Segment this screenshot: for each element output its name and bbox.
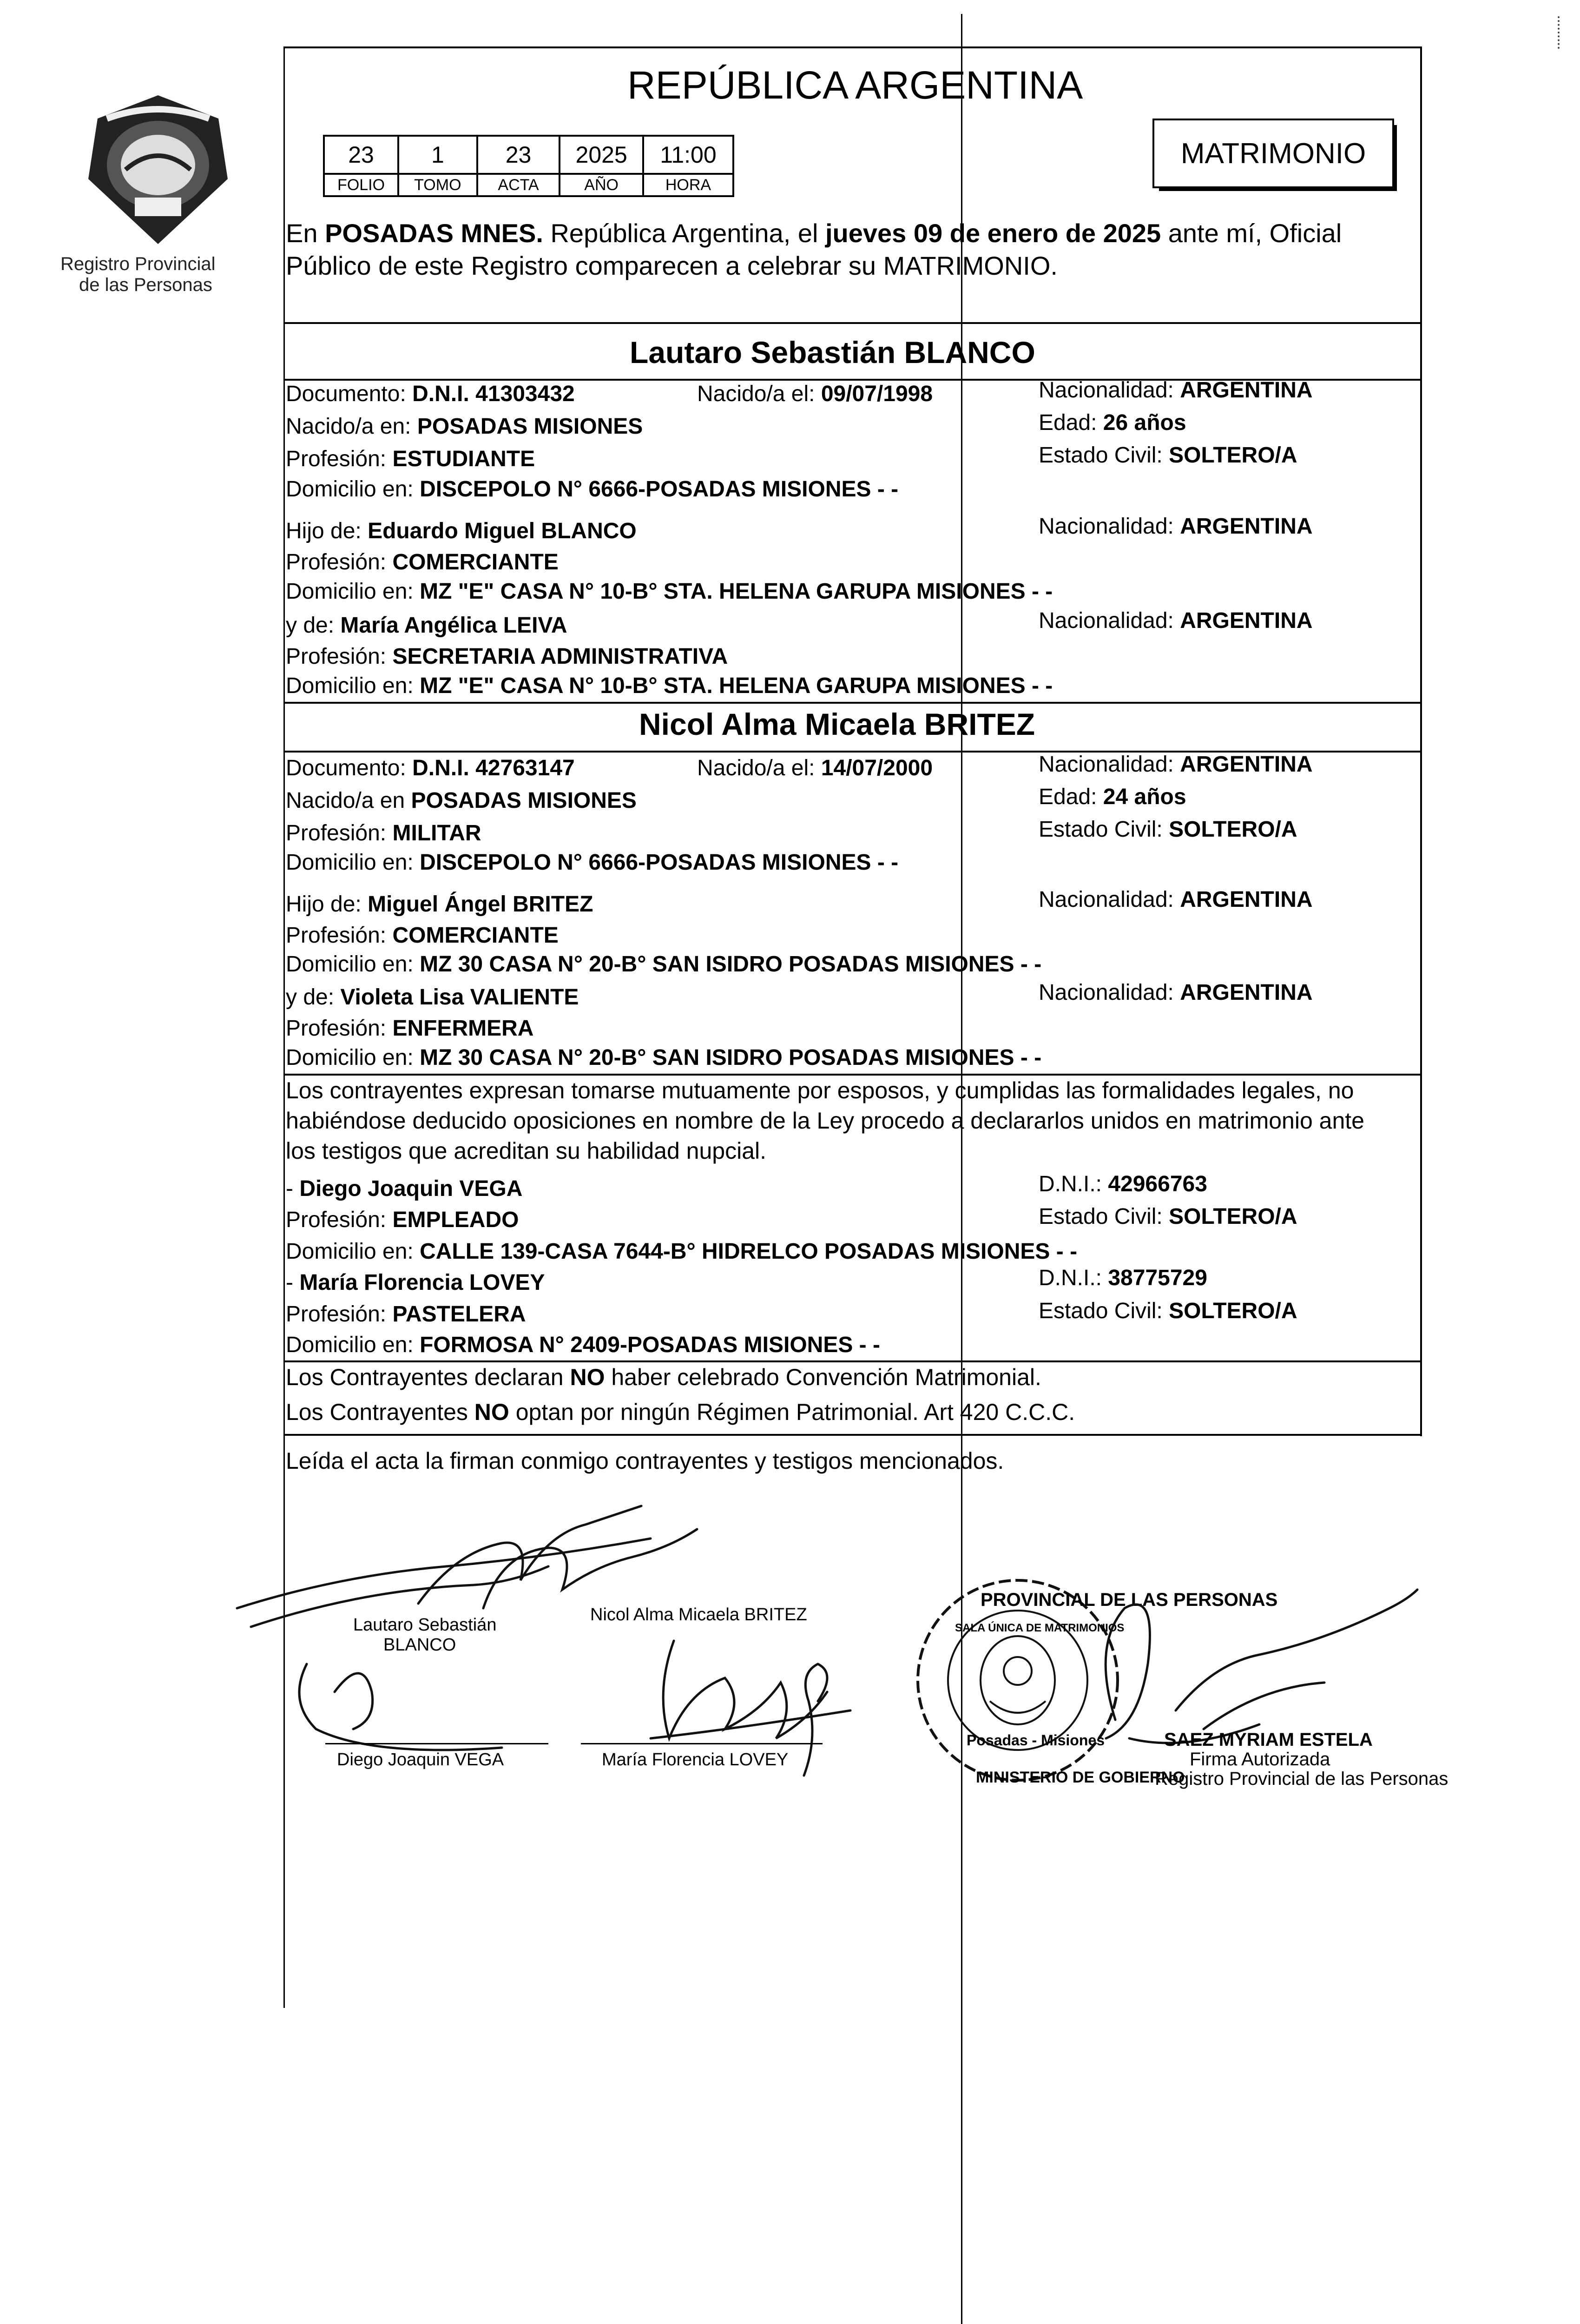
spouse2-father-address <box>286 951 1041 977</box>
spouse2-birthdate <box>697 755 933 781</box>
civil-value: SOLTERO/A <box>1169 1299 1297 1323</box>
spouse1-nationality <box>1039 377 1313 403</box>
dom-label: Domicilio en: <box>286 477 420 502</box>
prof-value: ENFERMERA <box>392 1016 534 1041</box>
nat-value: ARGENTINA <box>1180 378 1313 403</box>
father-label: Hijo de: <box>286 519 368 543</box>
prof-value: ESTUDIANTE <box>392 447 535 471</box>
age-value: 24 años <box>1103 785 1186 809</box>
mother-label: y de: <box>286 613 341 638</box>
nat-value: ARGENTINA <box>1180 887 1313 912</box>
witness1-profession <box>286 1207 519 1233</box>
witness2-name <box>286 1270 545 1296</box>
acta-label: ACTA <box>477 174 560 196</box>
handwritten-signatures-icon <box>223 1497 897 1794</box>
civil-label: Estado Civil: <box>1039 1299 1169 1323</box>
intro-date: 09 de enero de 2025 <box>913 218 1161 248</box>
signature-caption-spouse2: Nicol Alma Micaela BRITEZ <box>590 1605 807 1624</box>
intro-text-b: República Argentina, el <box>543 218 825 248</box>
mother-label: y de: <box>286 985 341 1010</box>
witness-prefix: - <box>286 1176 300 1201</box>
divider-regime-end <box>283 1434 1422 1436</box>
signature-line-witness1 <box>325 1743 548 1744</box>
tomo-label: TOMO <box>398 174 477 196</box>
place-value: POSADAS MISIONES <box>417 414 643 439</box>
official-name: SAEZ MYRIAM ESTELA <box>1164 1730 1373 1750</box>
logo-caption-line1: Registro Provincial <box>60 254 216 274</box>
witness1-civil-status <box>1039 1204 1297 1230</box>
spouse2-birthplace <box>286 788 637 814</box>
nat-value: ARGENTINA <box>1180 980 1313 1005</box>
father-label: Hijo de: <box>286 892 368 917</box>
prof-value: SECRETARIA ADMINISTRATIVA <box>392 644 728 669</box>
nat-label: Nacionalidad: <box>1039 887 1180 912</box>
prof-value: PASTELERA <box>392 1302 526 1327</box>
nat-label: Nacionalidad: <box>1039 608 1180 633</box>
spouse1-birthplace <box>286 414 643 440</box>
spouse2-address <box>286 850 898 876</box>
father-value: Miguel Ángel BRITEZ <box>368 892 593 917</box>
dom-label: Domicilio en: <box>286 673 420 698</box>
registry-logo-icon <box>79 91 237 249</box>
spouse1-address <box>286 476 898 502</box>
divider-spouse2-end <box>283 1074 1422 1076</box>
prof-value: MILITAR <box>392 821 481 845</box>
dom-value: DISCEPOLO N° 6666-POSADAS MISIONES - - <box>420 477 899 502</box>
spouse2-mother-profession <box>286 1016 533 1042</box>
intro-line1 <box>286 218 1342 248</box>
prof-value: EMPLEADO <box>392 1208 519 1232</box>
dni-label: D.N.I.: <box>1039 1266 1108 1290</box>
dom-label: Domicilio en: <box>286 579 420 604</box>
declaration-line1: Los contrayentes expresan tomarse mutuamente por esposos, y cumplidas las formalidades legales, no <box>286 1077 1354 1103</box>
tomo-value: 1 <box>398 136 477 174</box>
civil-label: Estado Civil: <box>1039 817 1169 842</box>
prof-label: Profesión: <box>286 447 393 471</box>
regime-text: haber celebrado Convención Matrimonial. <box>605 1364 1041 1390</box>
anio-value: 2025 <box>560 136 643 174</box>
intro-text-c: ante mí, Oficial <box>1161 218 1342 248</box>
witness1-address <box>286 1239 1077 1265</box>
nat-label: Nacionalidad: <box>1039 980 1180 1005</box>
regime-patrimonial <box>286 1399 1075 1425</box>
spouse2-profession <box>286 820 481 846</box>
prof-value: COMERCIANTE <box>392 923 559 948</box>
folio-value: 23 <box>324 136 398 174</box>
regime-no: NO <box>474 1399 509 1425</box>
edge-speck <box>1558 16 1562 49</box>
civil-value: SOLTERO/A <box>1169 443 1297 468</box>
civil-value: SOLTERO/A <box>1169 817 1297 842</box>
prof-label: Profesión: <box>286 821 393 845</box>
prof-label: Profesión: <box>286 1208 393 1232</box>
spouse2-mother <box>286 984 579 1010</box>
born-value: 14/07/2000 <box>821 756 933 780</box>
folio-label: FOLIO <box>324 174 398 196</box>
mother-value: María Angélica LEIVA <box>340 613 567 638</box>
civil-label: Estado Civil: <box>1039 1204 1169 1229</box>
witness2-dni <box>1039 1265 1207 1291</box>
spouse1-mother-address <box>286 673 1053 699</box>
divider-witnesses-end <box>283 1360 1422 1362</box>
official-office: Registro Provincial de las Personas <box>1155 1769 1448 1789</box>
regime-convention <box>286 1364 1041 1390</box>
born-value: 09/07/1998 <box>821 382 933 406</box>
witness-name-value: María Florencia LOVEY <box>299 1270 545 1295</box>
intro-place: POSADAS MNES. <box>325 218 543 248</box>
born-label: Nacido/a el: <box>697 756 821 780</box>
dom-label: Domicilio en: <box>286 952 420 977</box>
place-label: Nacido/a en: <box>286 414 417 439</box>
spouse1-mother-profession <box>286 644 728 670</box>
intro-text-a: En <box>286 218 325 248</box>
spouse1-birthdate <box>697 381 933 407</box>
dom-label: Domicilio en: <box>286 1333 420 1357</box>
regime-no: NO <box>570 1364 605 1390</box>
age-value: 26 años <box>1103 410 1186 435</box>
spouse2-father-nationality <box>1039 887 1313 913</box>
prof-label: Profesión: <box>286 550 393 574</box>
spouse1-mother <box>286 613 567 639</box>
regime-text: Los Contrayentes declaran <box>286 1364 570 1390</box>
spouse1-father-nationality <box>1039 514 1313 540</box>
signature-line-witness2 <box>581 1743 823 1744</box>
hora-value: 11:00 <box>643 136 733 174</box>
dom-value: MZ "E" CASA N° 10-B° STA. HELENA GARUPA MISIONES - - <box>420 673 1053 698</box>
spouse1-father <box>286 518 637 544</box>
doc-label: Documento: <box>286 756 413 780</box>
dni-value: 38775729 <box>1108 1266 1207 1290</box>
declaration-line3: los testigos que acreditan su habilidad nupcial. <box>286 1138 767 1164</box>
nat-label: Nacionalidad: <box>1039 514 1180 539</box>
seal-text-inner: SALA ÚNICA DE MATRIMONIOS <box>955 1622 1125 1634</box>
dom-value: MZ 30 CASA N° 20-B° SAN ISIDRO POSADAS MISIONES - - <box>420 952 1042 977</box>
dni-label: D.N.I.: <box>1039 1172 1108 1196</box>
dom-value: DISCEPOLO N° 6666-POSADAS MISIONES - - <box>420 850 899 875</box>
spouse1-profession <box>286 446 535 472</box>
page-title: REPÚBLICA ARGENTINA <box>627 63 1083 107</box>
signature-caption-witness2: María Florencia LOVEY <box>602 1750 789 1769</box>
nat-label: Nacionalidad: <box>1039 378 1180 403</box>
nat-value: ARGENTINA <box>1180 752 1313 777</box>
witness1-dni <box>1039 1171 1207 1197</box>
civil-value: SOLTERO/A <box>1169 1204 1297 1229</box>
seal-text-bottom: MINISTERIO DE GOBIERNO <box>976 1769 1185 1786</box>
dom-value: MZ 30 CASA N° 20-B° SAN ISIDRO POSADAS MISIONES - - <box>420 1045 1042 1070</box>
intro-day: jueves <box>825 218 907 248</box>
spouse2-civil-status <box>1039 817 1297 843</box>
dom-value: FORMOSA N° 2409-POSADAS MISIONES - - <box>420 1333 880 1357</box>
dni-value: 42966763 <box>1108 1172 1207 1196</box>
dom-label: Domicilio en: <box>286 1239 420 1264</box>
spouse2-father-profession <box>286 923 559 949</box>
signature-caption-spouse1-b: BLANCO <box>383 1635 456 1655</box>
spouse2-nationality <box>1039 752 1313 778</box>
dom-label: Domicilio en: <box>286 1045 420 1070</box>
witness2-profession <box>286 1301 526 1327</box>
age-label: Edad: <box>1039 785 1103 809</box>
seal-text-top: PROVINCIAL DE LAS PERSONAS <box>981 1590 1278 1610</box>
civil-label: Estado Civil: <box>1039 443 1169 468</box>
act-type-label: MATRIMONIO <box>1180 137 1366 170</box>
witness1-name <box>286 1176 522 1202</box>
spouse1-father-address <box>286 579 1053 605</box>
spouse1-age <box>1039 410 1186 436</box>
prof-label: Profesión: <box>286 644 393 669</box>
frame-top-border <box>283 46 1422 48</box>
nat-value: ARGENTINA <box>1180 608 1313 633</box>
spouse2-document <box>286 755 575 781</box>
doc-value: D.N.I. 42763147 <box>412 756 575 780</box>
act-type-box <box>1152 119 1394 188</box>
place-value: POSADAS MISIONES <box>411 788 637 813</box>
prof-label: Profesión: <box>286 1016 393 1041</box>
closing-statement: Leída el acta la firman conmigo contrayentes y testigos mencionados. <box>286 1448 1004 1474</box>
witness-name-value: Diego Joaquin VEGA <box>299 1176 523 1201</box>
registry-data-table <box>323 135 734 197</box>
regime-text: optan por ningún Régimen Patrimonial. Art 420 C.C.C. <box>509 1399 1075 1425</box>
spouse1-civil-status <box>1039 442 1297 469</box>
spouse1-name: Lautaro Sebastián BLANCO <box>630 335 1035 370</box>
spouse2-age <box>1039 784 1186 810</box>
witness2-address <box>286 1332 880 1358</box>
prof-value: COMERCIANTE <box>392 550 559 574</box>
doc-label: Documento: <box>286 382 413 406</box>
born-label: Nacido/a el: <box>697 382 821 406</box>
logo-caption-line2: de las Personas <box>79 275 212 295</box>
dom-label: Domicilio en: <box>286 850 420 875</box>
signature-caption-witness1: Diego Joaquin VEGA <box>337 1750 504 1769</box>
spouse2-name: Nicol Alma Micaela BRITEZ <box>639 707 1035 741</box>
witness2-civil-status <box>1039 1298 1297 1324</box>
signature-caption-spouse1-a: Lautaro Sebastián <box>353 1615 497 1635</box>
father-value: Eduardo Miguel BLANCO <box>368 519 637 543</box>
nat-value: ARGENTINA <box>1180 514 1313 539</box>
intro-line2: Público de este Registro comparecen a celebrar su MATRIMONIO. <box>286 251 1058 280</box>
declaration-line2: habiéndose deducido oposiciones en nombre de la Ley procedo a declararlos unidos en matrimonio ante <box>286 1108 1364 1134</box>
spouse1-document <box>286 381 575 407</box>
hora-label: HORA <box>643 174 733 196</box>
seal-text-city: Posadas - Misiones <box>967 1732 1105 1749</box>
divider-header <box>283 322 1422 324</box>
nat-label: Nacionalidad: <box>1039 752 1180 777</box>
frame-right-border <box>1420 46 1422 1436</box>
anio-label: AÑO <box>560 174 643 196</box>
divider-spouse1-end <box>283 702 1422 704</box>
official-role: Firma Autorizada <box>1190 1749 1330 1769</box>
regime-text: Los Contrayentes <box>286 1399 474 1425</box>
spouse2-mother-nationality <box>1039 980 1313 1006</box>
doc-value: D.N.I. 41303432 <box>412 382 575 406</box>
acta-value: 23 <box>477 136 560 174</box>
place-label: Nacido/a en <box>286 788 411 813</box>
dom-value: MZ "E" CASA N° 10-B° STA. HELENA GARUPA MISIONES - - <box>420 579 1053 604</box>
age-label: Edad: <box>1039 410 1103 435</box>
spouse1-mother-nationality <box>1039 608 1313 634</box>
dom-value: CALLE 139-CASA 7644-B° HIDRELCO POSADAS MISIONES - - <box>420 1239 1078 1264</box>
spouse2-father <box>286 891 593 918</box>
spouse1-father-profession <box>286 549 559 575</box>
prof-label: Profesión: <box>286 1302 393 1327</box>
mother-value: Violeta Lisa VALIENTE <box>340 985 579 1010</box>
spouse2-mother-address <box>286 1045 1041 1071</box>
prof-label: Profesión: <box>286 923 393 948</box>
witness-prefix: - <box>286 1270 300 1295</box>
